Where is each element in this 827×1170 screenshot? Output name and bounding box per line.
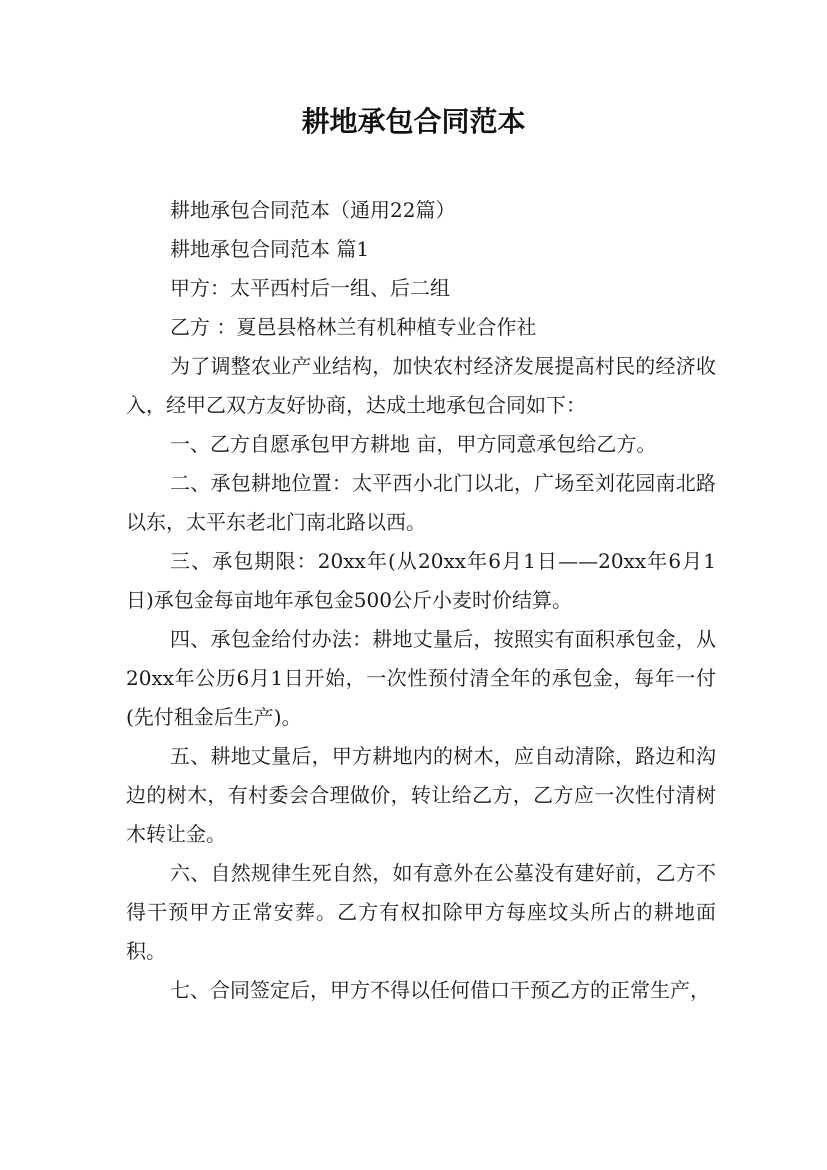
clause-1: 一、乙方自愿承包甲方耕地 亩，甲方同意承包给乙方。 — [170, 432, 657, 456]
document-body — [126, 191, 716, 1010]
section-heading: 耕地承包合同范本 篇1 — [170, 237, 370, 261]
party-b-line: 乙方 ：夏邑县格林兰有机种植专业合作社 — [170, 315, 537, 339]
clause-2: 二、承包耕地位置：太平西小北门以北，广场至刘花园南北路以东，太平东老北门南北路以西。 — [126, 471, 716, 534]
party-a-line: 甲方：太平西村后一组、后二组 — [170, 276, 450, 300]
clause-7: 七、合同签定后，甲方不得以任何借口干预乙方的正常生产， — [170, 978, 710, 1002]
clause-4: 四、承包金给付办法：耕地丈量后，按照实有面积承包金，从20xx年公历6月1日开始，一次性预付清全年的承包金，每年一付(先付租金后生产)。 — [126, 627, 716, 729]
subtitle-paragraph: 耕地承包合同范本（通用22篇） — [170, 198, 456, 222]
clause-5: 五、耕地丈量后，甲方耕地内的树木，应自动清除，路边和沟边的树木，有村委会合理做价，转让给乙方，乙方应一次性付清树木转让金。 — [126, 744, 716, 846]
document-title: 耕地承包合同范本 — [301, 105, 526, 138]
clause-3: 三、承包期限：20xx年(从20xx年6月1日——20xx年6月1日)承包金每亩地年承包金500公斤小麦时价结算。 — [126, 549, 716, 612]
preamble-paragraph: 为了调整农业产业结构，加快农村经济发展提高村民的经济收入，经甲乙双方友好协商，达成土地承包合同如下： — [126, 354, 716, 417]
clause-6: 六、自然规律生死自然，如有意外在公墓没有建好前，乙方不得干预甲方正常安葬。乙方有权扣除甲方每座坟头所占的耕地面积。 — [126, 861, 716, 963]
